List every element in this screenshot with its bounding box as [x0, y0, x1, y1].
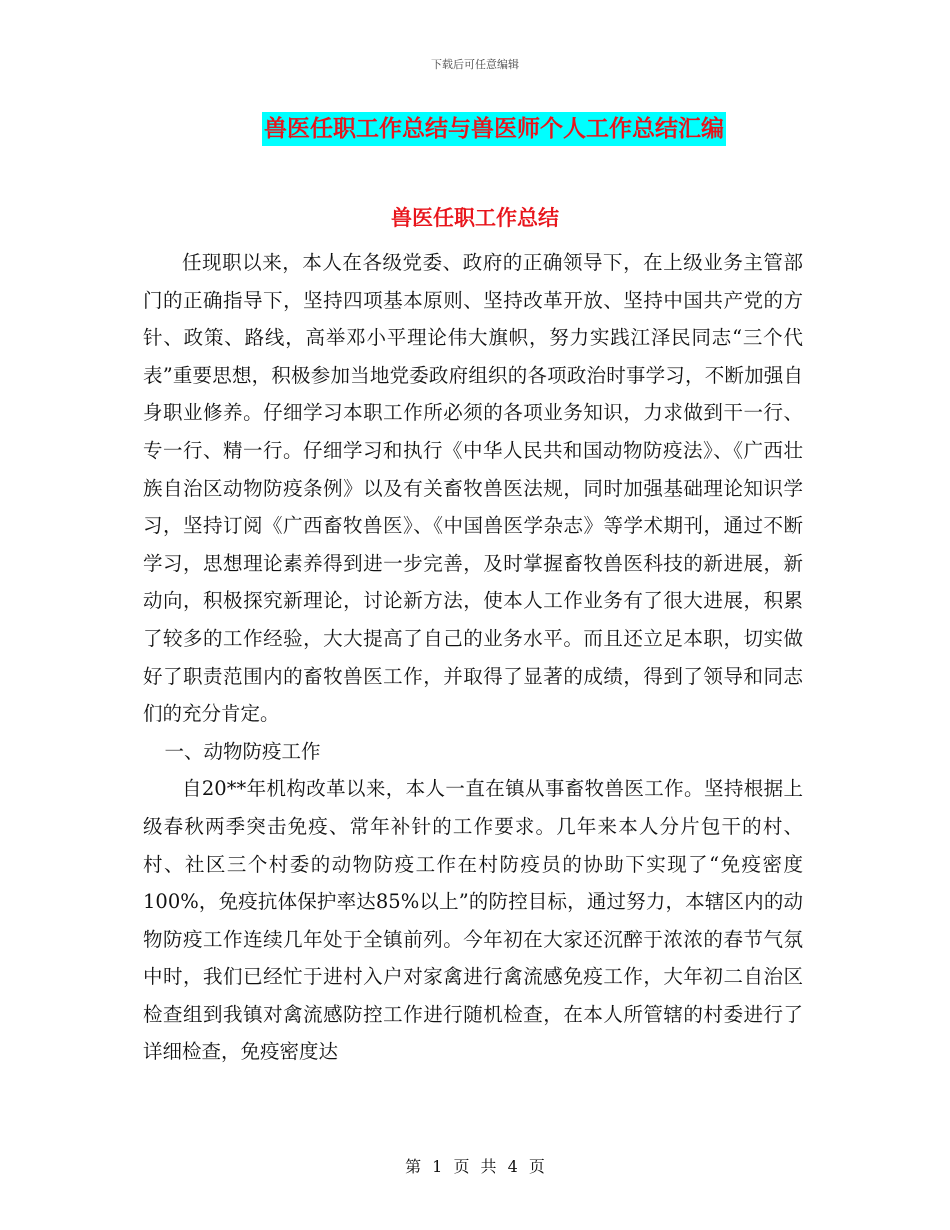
paragraph: 自20**年机构改革以来，本人一直在镇从事畜牧兽医工作。坚持根据上级春秋两季突击免疫、常年补针的工作要求。几年来本人分片包干的村、村、社区三个村委的动物防疫工作在村防疫员的协助下实现了“免疫密度100%，免疫抗体保护率达85%以上”的防控目标，通过努力，本辖区内的动物防疫工作连续几年处于全镇前列。今年初在大家还沉醉于浓浓的春节气氛中时，我们已经忙于进村入户对家禽进行禽流感免疫工作，大年初二自治区检查组到我镇对禽流感防控工作进行随机检查，在本人所管辖的村委进行了详细检查，免疫密度达	[143, 777, 803, 1064]
header-note: 下载后可任意编辑	[431, 58, 519, 71]
page-number: 第 1 页 共 4 页	[405, 1157, 545, 1176]
section-heading: 一、动物防疫工作	[164, 739, 321, 763]
section-title: 兽医任职工作总结	[391, 205, 559, 230]
body-text	[143, 244, 803, 1071]
paragraph: 任现职以来，本人在各级党委、政府的正确领导下，在上级业务主管部门的正确指导下，坚持四项基本原则、坚持改革开放、坚持中国共产党的方针、政策、路线，高举邓小平理论伟大旗帜，努力实践江泽民同志“三个代表”重要思想，积极参加当地党委政府组织的各项政治时事学习，不断加强自身职业修养。仔细学习本职工作所必须的各项业务知识，力求做到干一行、专一行、精一行。仔细学习和执行《中华人民共和国动物防疫法》、《广西壮族自治区动物防疫条例》以及有关畜牧兽医法规，同时加强基础理论知识学习，坚持订阅《广西畜牧兽医》、《中国兽医学杂志》等学术期刊，通过不断学习，思想理论素养得到进一步完善，及时掌握畜牧兽医科技的新进展，新动向，积极探究新理论，讨论新方法，使本人工作业务有了很大进展，积累了较多的工作经验，大大提高了自己的业务水平。而且还立足本职，切实做好了职责范围内的畜牧兽医工作，并取得了显著的成绩，得到了领导和同志们的充分肯定。	[143, 251, 803, 726]
document-title	[0, 112, 950, 146]
document-title-text: 兽医任职工作总结与兽医师个人工作总结汇编	[262, 112, 726, 146]
